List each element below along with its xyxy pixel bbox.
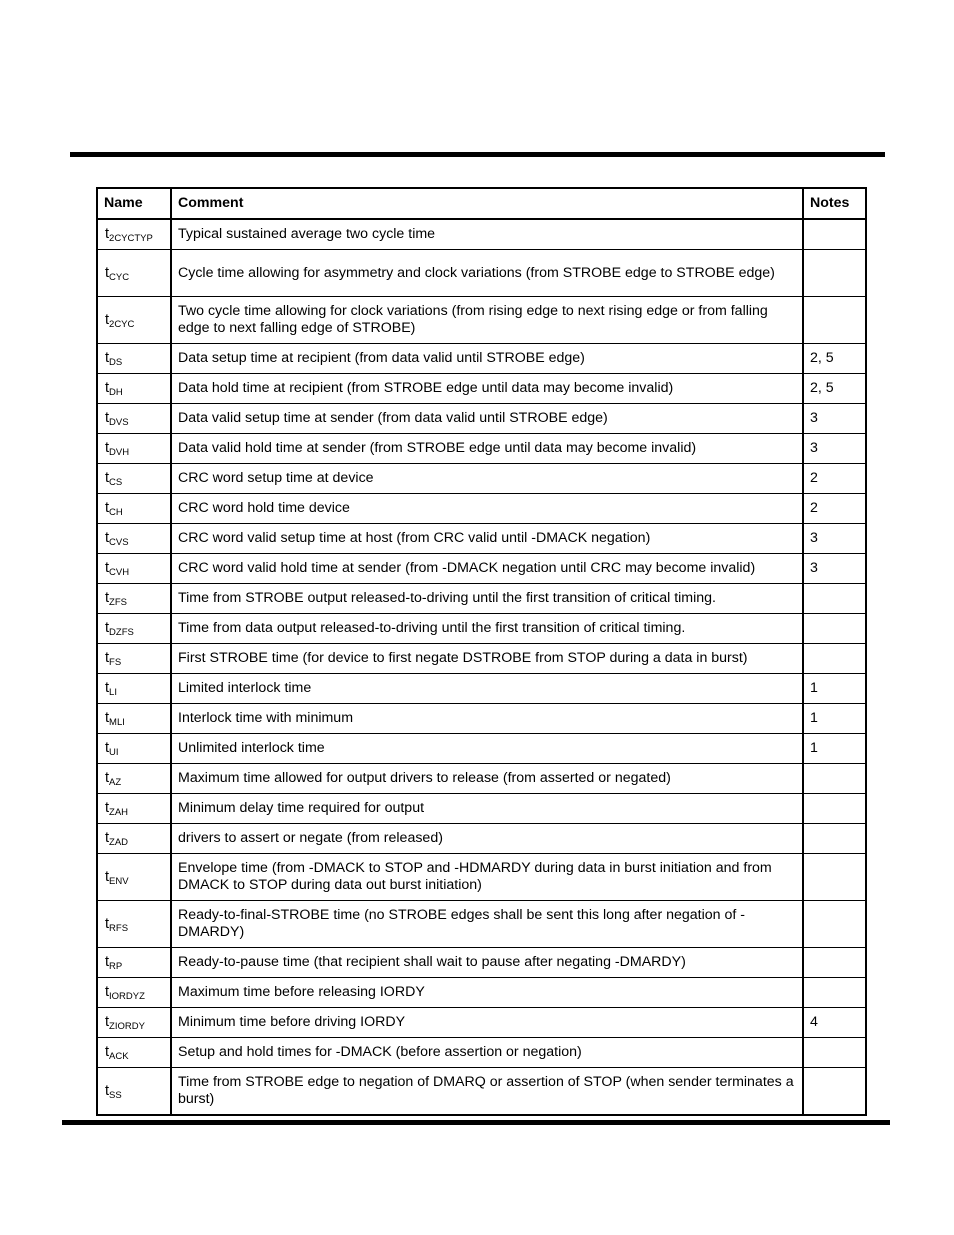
parameter-notes: 1 <box>803 734 866 764</box>
parameter-comment: Ready-to-final-STROBE time (no STROBE edges shall be sent this long after negation of -DMARDY) <box>171 901 803 948</box>
table-row <box>97 434 866 464</box>
parameter-name: $t_{CVS}$ <box>97 524 171 554</box>
parameter-notes <box>803 250 866 297</box>
parameter-notes: 2 <box>803 464 866 494</box>
parameter-notes <box>803 824 866 854</box>
parameter-notes: 1 <box>803 704 866 734</box>
table-row <box>97 901 866 948</box>
timing-parameters-table <box>96 187 867 1116</box>
table-row <box>97 978 866 1008</box>
table-row <box>97 854 866 901</box>
parameter-notes: 3 <box>803 524 866 554</box>
table-row <box>97 644 866 674</box>
parameter-comment: Typical sustained average two cycle time <box>171 219 803 250</box>
parameter-comment: Data valid hold time at sender (from STROBE edge until data may become invalid) <box>171 434 803 464</box>
parameter-comment: Minimum time before driving IORDY <box>171 1008 803 1038</box>
parameter-name: $t_{ZFS}$ <box>97 584 171 614</box>
parameter-comment: Time from STROBE output released-to-driving until the first transition of critical timing. <box>171 584 803 614</box>
parameter-notes <box>803 1068 866 1116</box>
parameter-name: $t_{DVH}$ <box>97 434 171 464</box>
parameter-notes <box>803 1038 866 1068</box>
parameter-comment: Interlock time with minimum <box>171 704 803 734</box>
parameter-name: $t_{IORDYZ}$ <box>97 978 171 1008</box>
parameter-comment: Maximum time allowed for output drivers to release (from asserted or negated) <box>171 764 803 794</box>
parameter-notes <box>803 297 866 344</box>
parameter-name: $t_{MLI}$ <box>97 704 171 734</box>
table-row <box>97 1008 866 1038</box>
top-rule <box>70 152 885 157</box>
parameter-name: $t_{UI}$ <box>97 734 171 764</box>
parameter-name: $t_{RFS}$ <box>97 901 171 948</box>
parameter-name: $t_{DZFS}$ <box>97 614 171 644</box>
parameter-name: $t_{DS}$ <box>97 344 171 374</box>
table-row <box>97 374 866 404</box>
parameter-comment: drivers to assert or negate (from released) <box>171 824 803 854</box>
parameter-notes: 2, 5 <box>803 374 866 404</box>
parameter-notes <box>803 854 866 901</box>
parameter-name: $t_{CS}$ <box>97 464 171 494</box>
parameter-comment: Data valid setup time at sender (from data valid until STROBE edge) <box>171 404 803 434</box>
parameter-name: $t_{AZ}$ <box>97 764 171 794</box>
parameter-name: $t_{ZAD}$ <box>97 824 171 854</box>
parameter-notes <box>803 948 866 978</box>
parameter-name: $t_{CVH}$ <box>97 554 171 584</box>
table-row <box>97 250 866 297</box>
table-row <box>97 344 866 374</box>
table-header-row <box>97 188 866 219</box>
table-row <box>97 464 866 494</box>
parameter-comment: Ready-to-pause time (that recipient shall wait to pause after negating -DMARDY) <box>171 948 803 978</box>
parameter-comment: Maximum time before releasing IORDY <box>171 978 803 1008</box>
table-row <box>97 824 866 854</box>
parameter-name: $t_{ZAH}$ <box>97 794 171 824</box>
parameter-notes <box>803 901 866 948</box>
table-row <box>97 794 866 824</box>
table-row <box>97 674 866 704</box>
table-row <box>97 584 866 614</box>
parameter-name: $t_{SS}$ <box>97 1068 171 1116</box>
parameter-name: $t_{CYC}$ <box>97 250 171 297</box>
parameter-notes: 4 <box>803 1008 866 1038</box>
table-row <box>97 1038 866 1068</box>
parameter-notes: 1 <box>803 674 866 704</box>
table-row <box>97 524 866 554</box>
parameter-comment: Two cycle time allowing for clock variations (from rising edge to next rising edge or from falling edge to next falling edge of STROBE) <box>171 297 803 344</box>
parameter-name: $t_{2CYCTYP}$ <box>97 219 171 250</box>
parameter-name: $t_{DVS}$ <box>97 404 171 434</box>
parameter-comment: Unlimited interlock time <box>171 734 803 764</box>
parameter-notes <box>803 978 866 1008</box>
parameter-comment: Envelope time (from -DMACK to STOP and -HDMARDY during data in burst initiation and from DMACK to STOP during data out burst initiation) <box>171 854 803 901</box>
parameter-comment: CRC word hold time device <box>171 494 803 524</box>
parameter-notes <box>803 584 866 614</box>
parameter-name: $t_{LI}$ <box>97 674 171 704</box>
parameter-name: $t_{FS}$ <box>97 644 171 674</box>
table-row <box>97 614 866 644</box>
parameter-notes <box>803 764 866 794</box>
parameter-notes <box>803 614 866 644</box>
parameter-name: $t_{DH}$ <box>97 374 171 404</box>
parameter-comment: CRC word valid hold time at sender (from -DMACK negation until CRC may become invalid) <box>171 554 803 584</box>
parameter-name: $t_{ENV}$ <box>97 854 171 901</box>
parameter-comment: Cycle time allowing for asymmetry and clock variations (from STROBE edge to STROBE edge) <box>171 250 803 297</box>
parameter-notes: 2, 5 <box>803 344 866 374</box>
table-row <box>97 764 866 794</box>
table-row <box>97 494 866 524</box>
table-row <box>97 704 866 734</box>
table-row <box>97 734 866 764</box>
parameter-notes: 3 <box>803 434 866 464</box>
parameter-comment: CRC word setup time at device <box>171 464 803 494</box>
bottom-rule <box>62 1120 890 1125</box>
table-row <box>97 297 866 344</box>
parameter-comment: Time from STROBE edge to negation of DMARQ or assertion of STOP (when sender terminates a burst) <box>171 1068 803 1116</box>
parameter-name: $t_{ACK}$ <box>97 1038 171 1068</box>
parameter-notes <box>803 644 866 674</box>
table-row <box>97 554 866 584</box>
notes-column-header: Notes <box>803 188 866 219</box>
parameter-notes: 2 <box>803 494 866 524</box>
parameter-notes: 3 <box>803 404 866 434</box>
parameter-comment: Data hold time at recipient (from STROBE edge until data may become invalid) <box>171 374 803 404</box>
table-row <box>97 404 866 434</box>
parameter-comment: Limited interlock time <box>171 674 803 704</box>
table-row <box>97 948 866 978</box>
name-column-header: Name <box>97 188 171 219</box>
table-row <box>97 1068 866 1116</box>
comment-column-header: Comment <box>171 188 803 219</box>
parameter-notes <box>803 794 866 824</box>
parameter-name: $t_{RP}$ <box>97 948 171 978</box>
parameter-name: $t_{ZIORDY}$ <box>97 1008 171 1038</box>
parameter-comment: CRC word valid setup time at host (from CRC valid until -DMACK negation) <box>171 524 803 554</box>
parameter-notes: 3 <box>803 554 866 584</box>
parameter-comment: Setup and hold times for -DMACK (before assertion or negation) <box>171 1038 803 1068</box>
parameter-comment: Time from data output released-to-driving until the first transition of critical timing. <box>171 614 803 644</box>
parameter-name: $t_{2CYC}$ <box>97 297 171 344</box>
parameter-comment: Data setup time at recipient (from data valid until STROBE edge) <box>171 344 803 374</box>
parameter-notes <box>803 219 866 250</box>
parameter-comment: First STROBE time (for device to first negate DSTROBE from STOP during a data in burst) <box>171 644 803 674</box>
parameter-name: $t_{CH}$ <box>97 494 171 524</box>
parameter-comment: Minimum delay time required for output <box>171 794 803 824</box>
table-row <box>97 219 866 250</box>
